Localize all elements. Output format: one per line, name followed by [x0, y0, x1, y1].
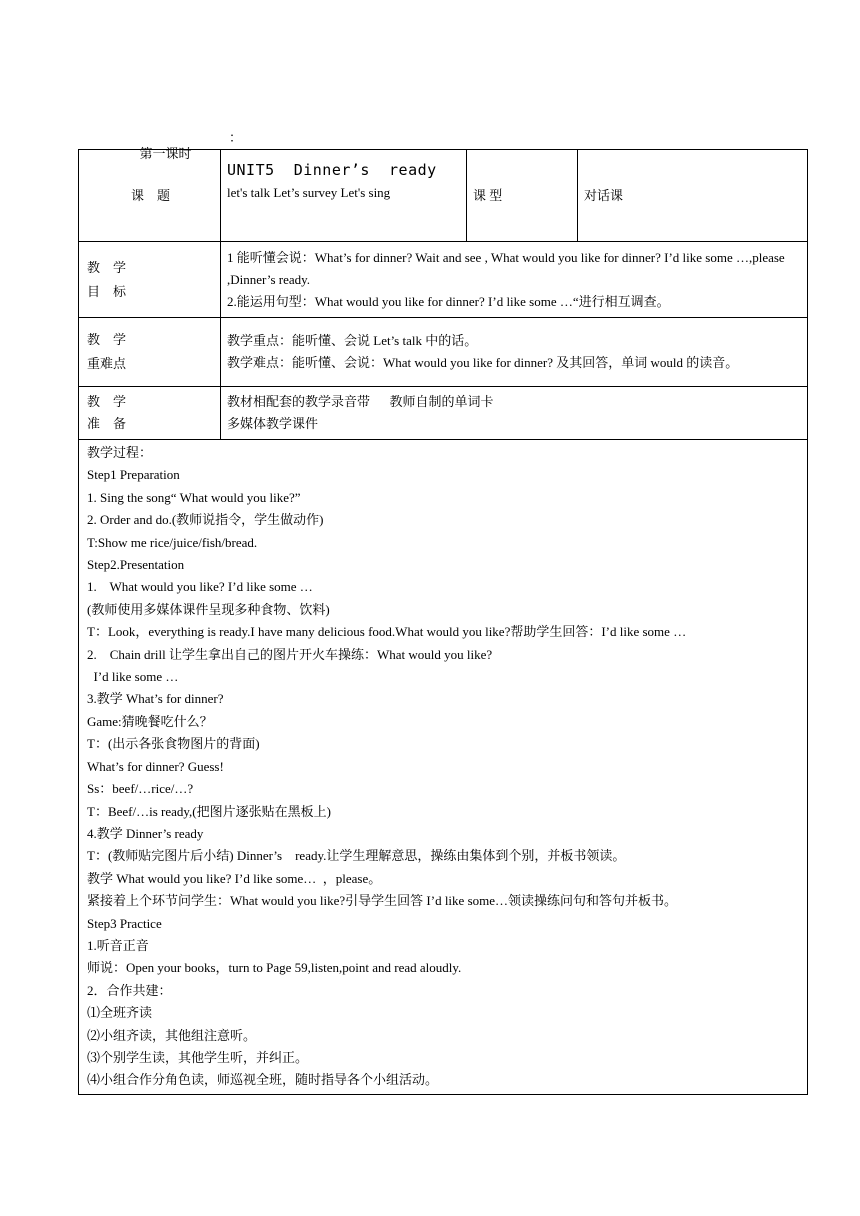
process-line: 4.教学 Dinner’s ready: [87, 825, 204, 841]
lesson-type-value: 对话课: [584, 187, 624, 203]
preparation-line-2: 多媒体教学课件: [227, 416, 319, 431]
key-point-line-1: 教学重点：能听懂、会说 Let’s talk 中的话。: [227, 333, 478, 348]
process-line: 1.听音正音: [87, 937, 149, 953]
process-line: Step2.Presentation: [87, 557, 185, 573]
lesson-type-value-cell: [578, 150, 808, 242]
topic-row: [79, 150, 808, 242]
process-line: 1. What would you like? I’d like some …: [87, 579, 313, 595]
objectives-label-line-2: 目 标: [87, 283, 127, 299]
process-line: 2. Order and do.(教师说指令，学生做动作): [87, 512, 324, 528]
process-content-cell: [79, 440, 808, 1095]
process-line: Step1 Preparation: [87, 467, 180, 483]
topic-label: 课 题: [130, 187, 170, 203]
lesson-number-text: 第一课时: [139, 146, 192, 161]
process-line: 师说：Open your books，turn to Page 59,listen,point and read aloudly.: [87, 960, 462, 976]
key-points-label-cell: [79, 318, 221, 387]
process-line: 2. Chain drill 让学生拿出自己的图片开火车操练：What would you like?: [87, 646, 493, 662]
process-line: T：Look，everything is ready.I have many delicious food.What would you like?帮助学生回答：I’d like some …: [87, 624, 687, 640]
topic-label-cell: [79, 150, 221, 242]
preparation-content-cell: [221, 387, 808, 440]
process-line: Step3 Practice: [87, 915, 162, 931]
key-points-label-line-2: 重难点: [87, 356, 127, 371]
key-points-label-line-1: 教 学: [87, 332, 127, 347]
process-line: ⑶个别学生读，其他学生听，并纠正。: [87, 1049, 309, 1065]
process-line: 2．合作共建：: [87, 982, 172, 998]
process-line: ⑴全班齐读: [87, 1005, 153, 1021]
key-points-row: [79, 318, 808, 387]
process-line: Game:猜晚餐吃什么？: [87, 713, 213, 729]
unit-title: UNIT5 Dinner’s ready: [227, 161, 437, 179]
process-line: T：Beef/…is ready,(把图片逐张贴在黑板上): [87, 803, 331, 819]
process-line: 紧接着上个环节问学生：What would you like?引导学生回答 I’d like some…领读操练问句和答句并板书。: [87, 893, 678, 909]
objective-line-2: 2.能运用句型：What would you like for dinner? I’d like some …“进行相互调查。: [227, 293, 670, 309]
process-line: I’d like some …: [87, 669, 179, 685]
lesson-type-label-cell: [467, 150, 578, 242]
process-line: Ss：beef/…rice/…?: [87, 781, 194, 797]
process-line: What’s for dinner? Guess!: [87, 758, 224, 774]
unit-subtitle: let's talk Let’s survey Let's sing: [227, 185, 391, 200]
key-point-line-2: 教学难点：能听懂、会说：What would you like for dinner? 及其回答，单词 would 的读音。: [227, 355, 739, 370]
preparation-label-line-2: 准 备: [87, 416, 127, 431]
header-colon: ：: [229, 130, 243, 145]
objectives-label-cell: [79, 242, 221, 318]
process-line: ⑷小组合作分角色读，师巡视全班，随时指导各个小组活动。: [87, 1072, 439, 1088]
process-line: 教学过程：: [87, 445, 153, 460]
process-line: (教师使用多媒体课件呈现多种食物、饮料): [87, 601, 330, 617]
preparation-label-cell: [79, 387, 221, 440]
process-line: 教学 What would you like? I’d like some… ，please。: [87, 870, 382, 886]
preparation-row: [79, 387, 808, 440]
topic-title-cell: [221, 150, 467, 242]
process-line: T：(教师贴完图片后小结) Dinner’s ready.让学生理解意思，操练由集体到个别，并板书领读。: [87, 848, 626, 864]
process-line: 3.教学 What’s for dinner?: [87, 691, 224, 707]
process-line: 1. Sing the song“ What would you like?”: [87, 489, 301, 505]
key-points-content-cell: [221, 318, 808, 387]
preparation-label-line-1: 教 学: [87, 394, 127, 409]
lesson-plan-table: [78, 149, 808, 1095]
objective-line-1: 1 能听懂会说：What’s for dinner? Wait and see , What would you like for dinner? I’d like some …,please ,Dinner’s ready.: [227, 249, 785, 287]
process-line: ⑵小组齐读，其他组注意听。: [87, 1027, 257, 1043]
process-line: T:Show me rice/juice/fish/bread.: [87, 534, 258, 550]
objectives-row: [79, 242, 808, 318]
lesson-type-label: 课 型: [473, 187, 503, 203]
process-line: T：(出示各张食物图片的背面): [87, 736, 260, 752]
objectives-label-line-1: 教 学: [87, 259, 127, 275]
preparation-line-1: 教材相配套的教学录音带 教师自制的单词卡: [227, 394, 494, 409]
process-row: [79, 440, 808, 1095]
objectives-content-cell: [221, 242, 808, 318]
